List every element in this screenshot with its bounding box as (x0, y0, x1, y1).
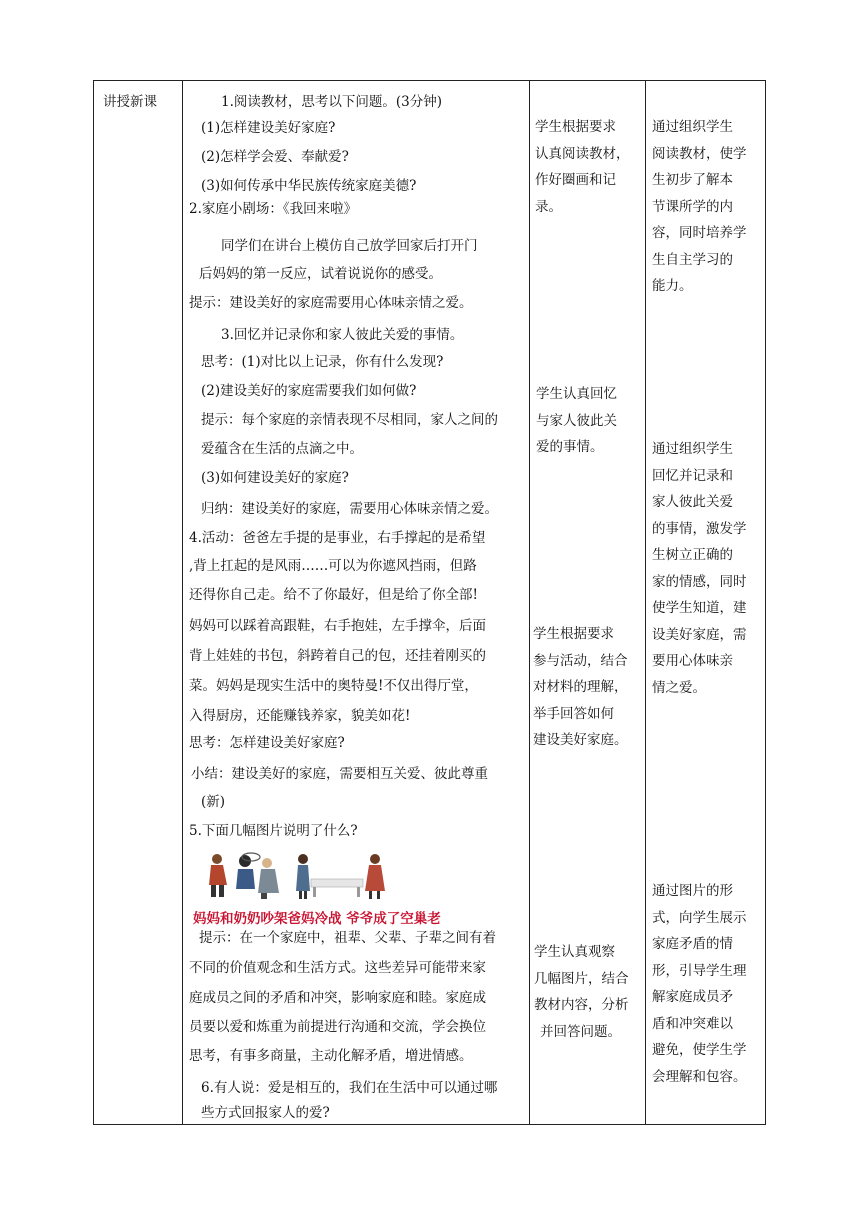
text-line: 对材料的理解， (533, 679, 628, 695)
section-cell (94, 81, 182, 1124)
text-line: 情之爱。 (652, 679, 706, 696)
content-line: 爱蕴含在生活的点滴之中。 (201, 441, 363, 457)
content-line: 5.下面几幅图片说明了什么? (189, 823, 358, 839)
content-line: 同学们在讲台上模仿自己放学回家后打开门 (221, 238, 478, 254)
design-intent-block (652, 878, 766, 1090)
content-line: 3.回忆并记录你和家人彼此关爱的事情。 (221, 327, 464, 343)
content-line: 小结：建设美好的家庭，需要相互关爱、彼此尊重 (191, 766, 488, 782)
text-line: 解家庭成员矛 (652, 989, 733, 1005)
content-line: 些方式回报家人的爱? (201, 1105, 330, 1121)
text-line: 通过图片的形 (652, 883, 733, 899)
content-line: 思考，有事多商量，主动化解矛盾，增进情感。 (189, 1048, 473, 1064)
content-line: (2)怎样学会爱、奉献爱? (201, 149, 349, 165)
content-line: (2)建设美好的家庭需要我们如何做? (201, 383, 417, 399)
text-line: 举手回答如何 (533, 705, 614, 722)
content-line: 4.活动：爸爸左手提的是事业，右手撑起的是希望 (189, 530, 486, 546)
illustration-caption: 妈妈和奶奶吵架爸妈冷战 爷爷成了空巢老 (193, 911, 441, 927)
parents-cold-war-illustration (291, 851, 393, 899)
grandma-mom-quarrel-illustration (201, 851, 281, 899)
content-line: 庭成员之间的矛盾和冲突，影响家庭和睦。家庭成 (189, 990, 486, 1006)
content-line: 2.家庭小剧场：《我回来啦》 (189, 201, 358, 217)
text-line: 爱的事情。 (536, 439, 604, 455)
text-line: 盾和冲突难以 (652, 1015, 733, 1032)
content-line: (1)怎样建设美好家庭? (201, 120, 336, 136)
design-intent-block (652, 114, 766, 300)
content-line: 1.阅读教材，思考以下问题。(3分钟) (221, 94, 443, 110)
text-line: 生树立正确的 (652, 547, 733, 563)
text-line: 避免，使学生学 (652, 1042, 747, 1058)
section-label: 讲授新课 (103, 94, 157, 110)
content-line: 还得你自己走。给不了你最好，但是给了你全部! (189, 587, 478, 603)
text-line: 认真阅读教材， (535, 145, 630, 162)
student-activity-block (535, 114, 643, 220)
text-line: 教材内容，分析 (534, 997, 629, 1013)
text-line: 家庭矛盾的情 (652, 936, 733, 952)
text-line: 录。 (535, 198, 562, 215)
content-line: 不同的价值观念和生活方式。这些差异可能带来家 (189, 960, 486, 976)
lesson-plan-table (93, 80, 766, 1125)
text-line: 学生认真回忆 (536, 386, 617, 402)
text-line: 的事情，激发学 (652, 520, 747, 537)
content-line: 员要以爱和炼重为前提进行沟通和交流，学会换位 (189, 1019, 486, 1035)
content-line: 提示：每个家庭的亲情表现不尽相同，家人之间的 (201, 412, 498, 428)
text-line: 参与活动，结合 (533, 652, 628, 669)
student-activity-cell (530, 81, 645, 1124)
text-line: 与家人彼此关 (536, 412, 617, 429)
text-line: 阅读教材，使学 (652, 145, 747, 162)
text-line: 容，同时培养学 (652, 225, 747, 241)
text-line: 能力。 (652, 278, 693, 294)
text-line: 建设美好家庭。 (533, 732, 628, 748)
text-line: 形，引导学生理 (652, 962, 747, 979)
content-line: 思考：怎样建设美好家庭? (189, 735, 345, 751)
content-line: 背上娃娃的书包，斜跨着自己的包，还挂着刚买的 (189, 648, 486, 664)
design-intent-cell (646, 81, 767, 1124)
student-activity-block (533, 621, 645, 754)
student-activity-block (534, 939, 646, 1045)
content-line: (3)如何传承中华民族传统家庭美德? (201, 178, 417, 194)
text-line: 设美好家庭，需 (652, 626, 747, 643)
content-line: 6.有人说：爱是相互的，我们在生活中可以通过哪 (201, 1080, 498, 1096)
content-line: (新) (201, 794, 226, 810)
text-line: 生初步了解本 (652, 172, 733, 188)
text-line: 几幅图片，结合 (534, 970, 629, 987)
content-line: (3)如何建设美好的家庭? (201, 470, 349, 486)
content-line: 归纳：建设美好的家庭，需要用心体味亲情之爱。 (201, 501, 498, 517)
text-line: 回忆并记录和 (652, 467, 733, 484)
text-line: 通过组织学生 (652, 119, 733, 135)
text-line: 家的情感，同时 (652, 573, 747, 590)
content-line: 提示：在一个家庭中，祖辈、父辈、子辈之间有着 (199, 930, 496, 946)
text-line: 会理解和包容。 (652, 1068, 747, 1085)
text-line: 节课所学的内 (652, 198, 733, 215)
text-line: 生自主学习的 (652, 251, 733, 268)
text-line: 家人彼此关爱 (652, 494, 733, 510)
text-line: 使学生知道，建 (652, 600, 747, 616)
text-line: 要用心体味亲 (652, 653, 733, 669)
content-line: 妈妈可以踩着高跟鞋，右手抱娃，左手撑伞，后面 (189, 618, 486, 634)
text-line: 学生根据要求 (533, 626, 614, 642)
content-line: 提示：建设美好的家庭需要用心体味亲情之爱。 (189, 295, 473, 311)
text-line: 学生认真观察 (534, 944, 615, 960)
student-activity-block (536, 381, 644, 461)
content-line: 思考：(1)对比以上记录，你有什么发现? (201, 354, 444, 370)
text-line: 作好圈画和记 (535, 172, 616, 188)
content-line: 入得厨房，还能赚钱养家，貌美如花! (189, 708, 411, 724)
content-line: ,背上扛起的是风雨……可以为你遮风挡雨，但路 (189, 558, 477, 574)
design-intent-block (652, 436, 766, 701)
text-line: 通过组织学生 (652, 441, 733, 457)
text-line: 式，向学生展示 (652, 909, 747, 926)
text-line: 学生根据要求 (535, 119, 616, 135)
text-line: 并回答问题。 (540, 1023, 621, 1040)
teaching-content-cell (183, 81, 529, 1124)
content-line: 菜。妈妈是现实生活中的奥特曼!不仅出得厅堂， (189, 678, 478, 694)
content-line: 后妈妈的第一反应，试着说说你的感受。 (199, 266, 442, 282)
